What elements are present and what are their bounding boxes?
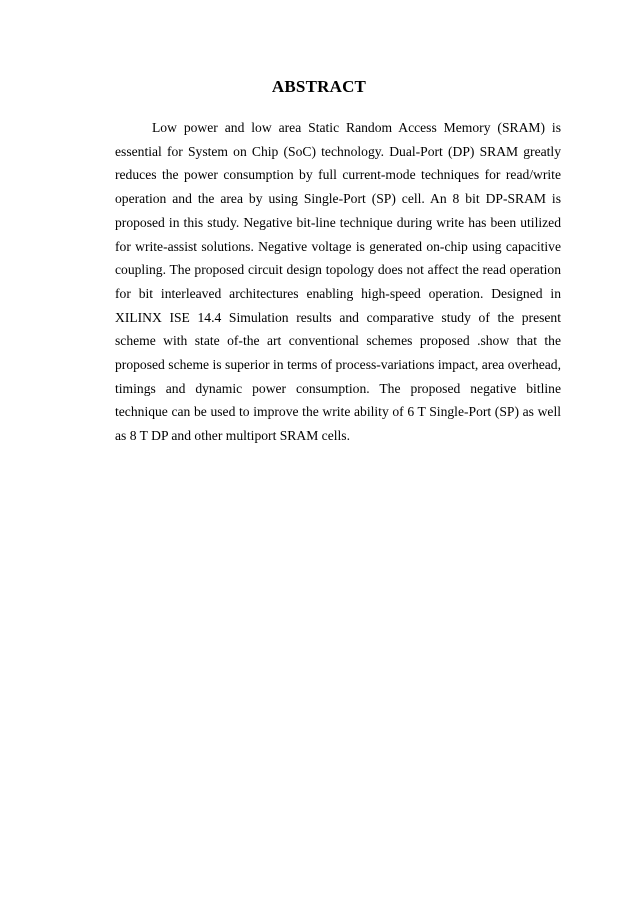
page-title: ABSTRACT — [271, 77, 367, 96]
abstract-paragraph: Low power and low area Static Random Access Memory (SRAM) is essential for System on Chip (SoC) technology. Dual-Port (DP) SRAM greatly reduces the power consumption by full current-mode techniques for read/write operation and the area by using Single-Port (SP) cell. An 8 bit DP-SRAM is proposed in this study. Negative bit-line technique during write has been utilized for write-assist solutions. Negative voltage is generated on-chip using capacitive coupling. The proposed circuit design topology does not affect the read operation for bit interleaved architectures enabling high-speed operation. Designed in XILINX ISE 14.4 Simulation results and comparative study of the present scheme with state of-the art conventional schemes proposed .show that the proposed scheme is superior in terms of process-variations impact, area overhead, timings and dynamic power consumption. The proposed negative bitline technique can be used to improve the write ability of 6 T Single-Port (SP) as well as 8 T DP and other multiport SRAM cells. — [115, 120, 561, 444]
